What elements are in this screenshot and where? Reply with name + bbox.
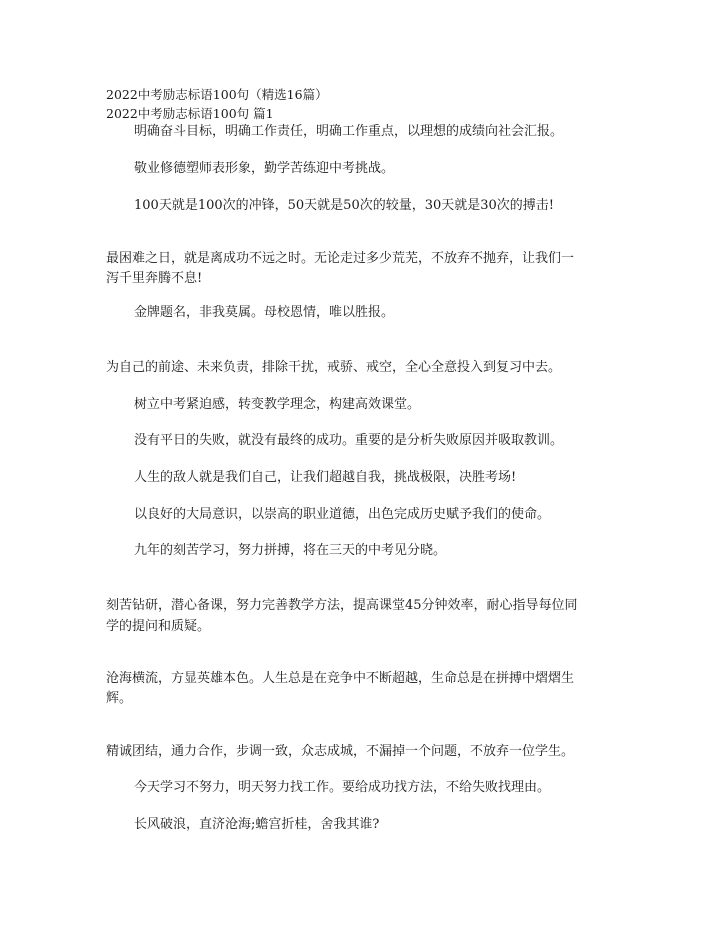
paragraph-line: 没有平日的失败，就没有最终的成功。重要的是分析失败原因并吸取教训。 [134,433,564,448]
paragraph-line: 最困难之日，就是离成功不远之时。无论走过多少荒芜，不放弃不抛弃，让我们一 [106,251,575,266]
paragraph-line: 今天学习不努力，明天努力找工作。要给成功找方法，不给失败找理由。 [134,780,551,795]
document-title: 2022中考励志标语100句（精选16篇） [106,87,328,102]
paragraph-line: 长风破浪，直济沧海;蟾宫折桂，舍我其谁? [134,817,380,832]
paragraph-line: 泻千里奔腾不息! [106,271,203,286]
paragraph-line: 金牌题名，非我莫属。母校恩情，唯以胜报。 [134,305,395,320]
paragraph-line: 为自己的前途、未来负责，排除干扰，戒骄、戒空，全心全意投入到复习中去。 [106,360,562,375]
paragraph-line: 辉。 [106,691,133,706]
paragraph-line: 明确奋斗目标，明确工作责任，明确工作重点，以理想的成绩向社会汇报。 [134,124,564,139]
paragraph-line: 以良好的大局意识，以崇高的职业道德，出色完成历史赋予我们的使命。 [134,507,551,522]
document-subtitle: 2022中考励志标语100句 篇1 [106,106,274,121]
paragraph-line: 学的提问和质疑。 [106,619,211,634]
paragraph-line: 人生的敌人就是我们自己，让我们超越自我，挑战极限，决胜考场! [134,470,517,485]
paragraph-line: 100天就是100次的冲锋，50天就是50次的较量，30天就是30次的搏击! [134,198,555,213]
paragraph-line: 精诚团结，通力合作，步调一致，众志成城，不漏掉一个问题，不放弃一位学生。 [106,744,575,759]
paragraph-line: 九年的刻苦学习，努力拼搏，将在三天的中考见分晓。 [134,543,447,558]
paragraph-line: 沧海横流，方显英雄本色。人生总是在竞争中不断超越，生命总是在拼搏中熠熠生 [106,671,575,686]
paragraph-line: 刻苦钻研，潜心备课，努力完善教学方法，提高课堂45分钟效率，耐心指导每位同 [106,598,578,613]
paragraph-line: 敬业修德塑师表形象，勤学苦练迎中考挑战。 [134,161,395,176]
paragraph-line: 树立中考紧迫感，转变教学理念，构建高效课堂。 [134,397,421,412]
